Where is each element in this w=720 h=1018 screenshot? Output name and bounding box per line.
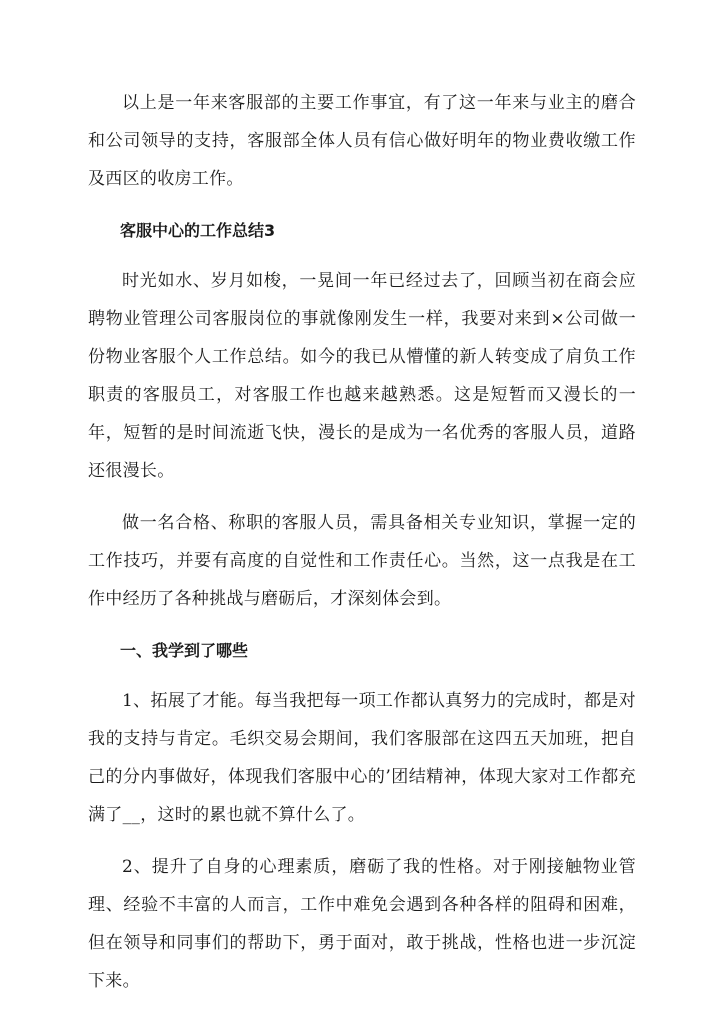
- paragraph-closing-summary: 以上是一年来客服部的主要工作事宜，有了这一年来与业主的磨合和公司领导的支持，客服部全体人员有信心做好明年的物业费收缴工作及西区的收房工作。: [88, 93, 636, 189]
- subsection-heading: 一、我学到了哪些: [120, 641, 249, 660]
- section-title: 客服中心的工作总结3: [120, 221, 276, 240]
- paragraph-point-1: 1、拓展了才能。每当我把每一项工作都认真努力的完成时，都是对我的支持与肯定。毛织交易会期间，我们客服部在这四五天加班，把自己的分内事做好，体现我们客服中心的’团结精神，体现大家对工作都充满了__，这时的累也就不算什么了。: [88, 691, 636, 825]
- paragraph-qualifications: 做一名合格、称职的客服人员，需具备相关专业知识，掌握一定的工作技巧，并要有高度的自觉性和工作责任心。当然，这一点我是在工作中经历了各种挑战与磨砺后，才深刻体会到。: [88, 513, 636, 609]
- paragraph-point-2: 2、提升了自身的心理素质，磨砺了我的性格。对于刚接触物业管理、经验不丰富的人而言，工作中难免会遇到各种各样的阻碍和困难，但在领导和同事们的帮助下，勇于面对，敢于挑战，性格也进一步沉淀下来。: [88, 857, 636, 991]
- paragraph-intro: 时光如水、岁月如梭，一晃间一年已经过去了，回顾当初在商会应聘物业管理公司客服岗位的事就像刚发生一样，我要对来到×公司做一份物业客服个人工作总结。如今的我已从懵懂的新人转变成了肩负工作职责的客服员工，对客服工作也越来越熟悉。这是短暂而又漫长的一年，短暂的是时间流逝飞快，漫长的是成为一名优秀的客服人员，道路还很漫长。: [88, 271, 636, 481]
- document-page: [88, 84, 636, 1000]
